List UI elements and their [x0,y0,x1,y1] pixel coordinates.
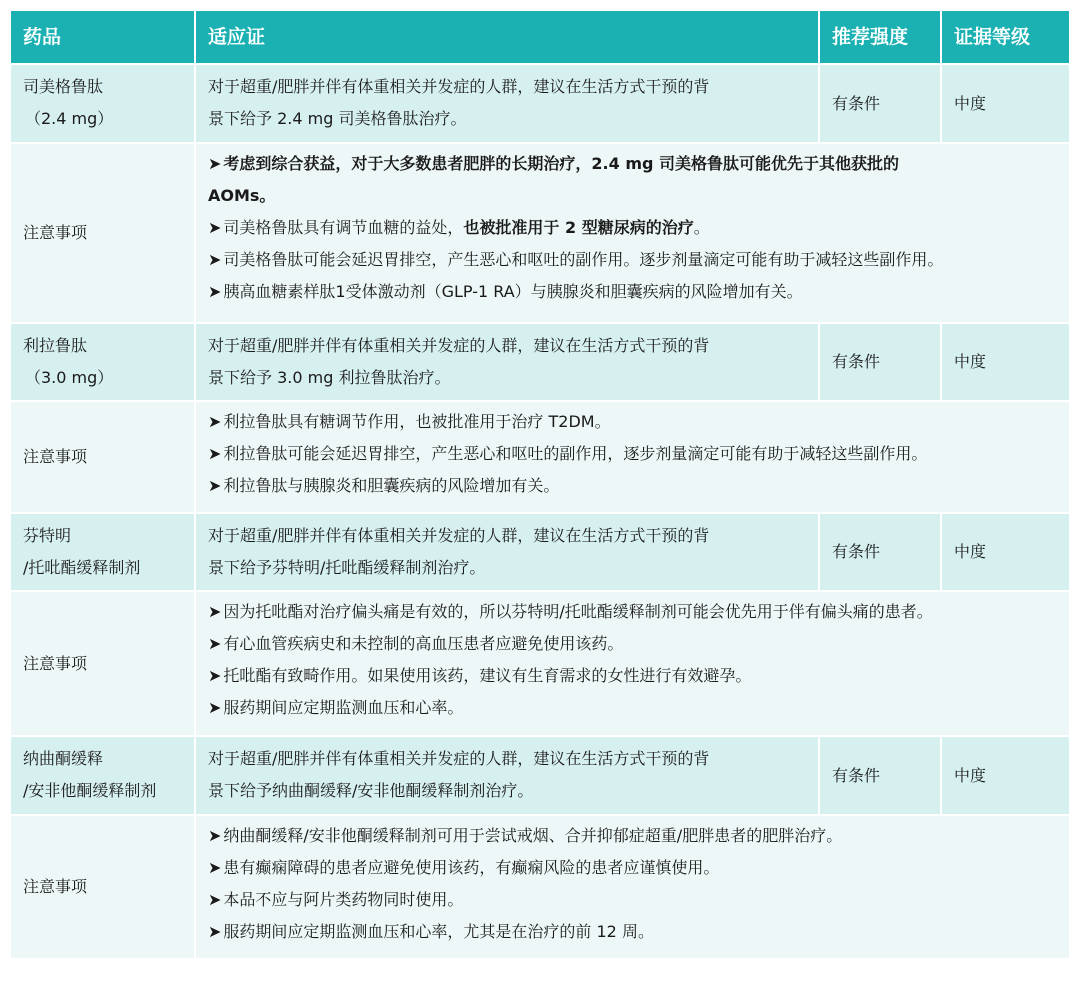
arrow-bullet-icon: ➤ [208,634,222,653]
note-text: 患有癫痫障碍的患者应避免使用该药，有癫痫风险的患者应谨慎使用。 [223,858,720,877]
recommendation-strength: 有条件 [820,65,942,142]
indication [196,737,820,814]
note-text: 利拉鲁肽与胰腺炎和胆囊疾病的风险增加有关。 [223,476,560,495]
evidence-level: 中度 [942,514,1069,590]
drug-name-line: 司美格鲁肽 [23,77,104,96]
table-header [11,11,1069,65]
note-item [208,212,1069,244]
table-row [11,402,1069,514]
note-text: 司美格鲁肽具有调节血糖的益处， [223,218,464,237]
note-label: 注意事项 [11,816,196,958]
note-item [208,596,1069,628]
note-text: 考虑到综合获益，对于大多数患者肥胖的长期治疗，2.4 mg 司美格鲁肽可能优先于其他获批的 [223,154,900,173]
drug-name-line: 芬特明 [23,526,72,545]
note-item [208,660,1069,692]
indication-line: 对于超重/肥胖并伴有体重相关并发症的人群，建议在生活方式干预的背 [208,336,710,355]
arrow-bullet-icon: ➤ [208,602,222,621]
drug-recommendation-table [11,11,1069,958]
header-strength: 推荐强度 [820,11,942,63]
note-item [208,852,1069,884]
drug-dose-line: /安非他酮缓释制剂 [23,781,157,800]
drug-name [11,737,196,814]
indication-line: 对于超重/肥胖并伴有体重相关并发症的人群，建议在生活方式干预的背 [208,749,710,768]
indication-line: 对于超重/肥胖并伴有体重相关并发症的人群，建议在生活方式干预的背 [208,77,710,96]
table-row [11,816,1069,958]
note-item [208,438,1069,470]
arrow-bullet-icon: ➤ [208,890,222,909]
indication [196,514,820,590]
note-item [208,916,1069,948]
arrow-bullet-icon: ➤ [208,218,222,237]
note-item [208,406,1069,438]
header-evidence: 证据等级 [942,11,1069,63]
note-label: 注意事项 [11,402,196,512]
evidence-level: 中度 [942,65,1069,142]
note-text: 利拉鲁肽可能会延迟胃排空，产生恶心和呕吐的副作用，逐步剂量滴定可能有助于减轻这些副作用。 [223,444,928,463]
table-row [11,592,1069,737]
note-item [208,628,1069,660]
recommendation-strength: 有条件 [820,514,942,590]
header-drug: 药品 [11,11,196,63]
note-list [196,402,1069,512]
arrow-bullet-icon: ➤ [208,826,222,845]
note-list [196,144,1069,322]
arrow-bullet-icon: ➤ [208,666,222,685]
evidence-level: 中度 [942,737,1069,814]
drug-dose-line: （2.4 mg） [25,109,114,128]
table-row [11,144,1069,324]
indication-line: 景下给予 2.4 mg 司美格鲁肽治疗。 [208,109,467,128]
drug-name [11,324,196,400]
note-item-continuation [208,180,1069,212]
note-text: 。 [693,218,710,237]
indication [196,324,820,400]
indication-line: 景下给予纳曲酮缓释/安非他酮缓释制剂治疗。 [208,781,534,800]
note-text: 本品不应与阿片类药物同时使用。 [223,890,464,909]
note-item [208,884,1069,916]
indication [196,65,820,142]
indication-line: 对于超重/肥胖并伴有体重相关并发症的人群，建议在生活方式干预的背 [208,526,710,545]
drug-name-line: 纳曲酮缓释 [23,749,104,768]
recommendation-strength: 有条件 [820,737,942,814]
note-item [208,276,1069,308]
note-text: 服药期间应定期监测血压和心率。 [223,698,464,717]
drug-name-line: 利拉鲁肽 [23,336,88,355]
note-text: 胰高血糖素样肽1受体激动剂（GLP-1 RA）与胰腺炎和胆囊疾病的风险增加有关。 [223,282,803,301]
arrow-bullet-icon: ➤ [208,250,222,269]
indication-line: 景下给予 3.0 mg 利拉鲁肽治疗。 [208,368,451,387]
arrow-bullet-icon: ➤ [208,412,222,431]
note-label: 注意事项 [11,144,196,322]
table-row [11,737,1069,816]
table-row [11,324,1069,402]
arrow-bullet-icon: ➤ [208,282,222,301]
note-text-bold: 也被批准用于 2 型糖尿病的治疗 [463,218,694,237]
header-indication: 适应证 [196,11,820,63]
drug-dose-line: （3.0 mg） [25,368,114,387]
table-row [11,514,1069,592]
note-list [196,816,1069,958]
note-item [208,148,1069,180]
note-text: 服药期间应定期监测血压和心率，尤其是在治疗的前 12 周。 [223,922,654,941]
note-text: 有心血管疾病史和未控制的高血压患者应避免使用该药。 [223,634,624,653]
note-item [208,692,1069,724]
note-text: AOMs。 [208,186,276,205]
arrow-bullet-icon: ➤ [208,154,222,173]
table-row [11,65,1069,144]
note-item [208,820,1069,852]
arrow-bullet-icon: ➤ [208,476,222,495]
recommendation-strength: 有条件 [820,324,942,400]
note-text: 托吡酯有致畸作用。如果使用该药，建议有生育需求的女性进行有效避孕。 [223,666,752,685]
arrow-bullet-icon: ➤ [208,444,222,463]
note-text: 纳曲酮缓释/安非他酮缓释制剂可用于尝试戒烟、合并抑郁症超重/肥胖患者的肥胖治疗。 [223,826,843,845]
evidence-level: 中度 [942,324,1069,400]
note-list [196,592,1069,735]
note-label: 注意事项 [11,592,196,735]
drug-dose-line: /托吡酯缓释制剂 [23,558,141,577]
indication-line: 景下给予芬特明/托吡酯缓释制剂治疗。 [208,558,486,577]
arrow-bullet-icon: ➤ [208,922,222,941]
note-item [208,470,1069,502]
note-text: 利拉鲁肽具有糖调节作用，也被批准用于治疗 T2DM。 [223,412,611,431]
drug-name [11,65,196,142]
drug-name [11,514,196,590]
arrow-bullet-icon: ➤ [208,698,222,717]
note-text: 因为托吡酯对治疗偏头痛是有效的，所以芬特明/托吡酯缓释制剂可能会优先用于伴有偏头痛的患者。 [223,602,933,621]
note-text: 司美格鲁肽可能会延迟胃排空，产生恶心和呕吐的副作用。逐步剂量滴定可能有助于减轻这些副作用。 [223,250,944,269]
note-item [208,244,1069,276]
arrow-bullet-icon: ➤ [208,858,222,877]
